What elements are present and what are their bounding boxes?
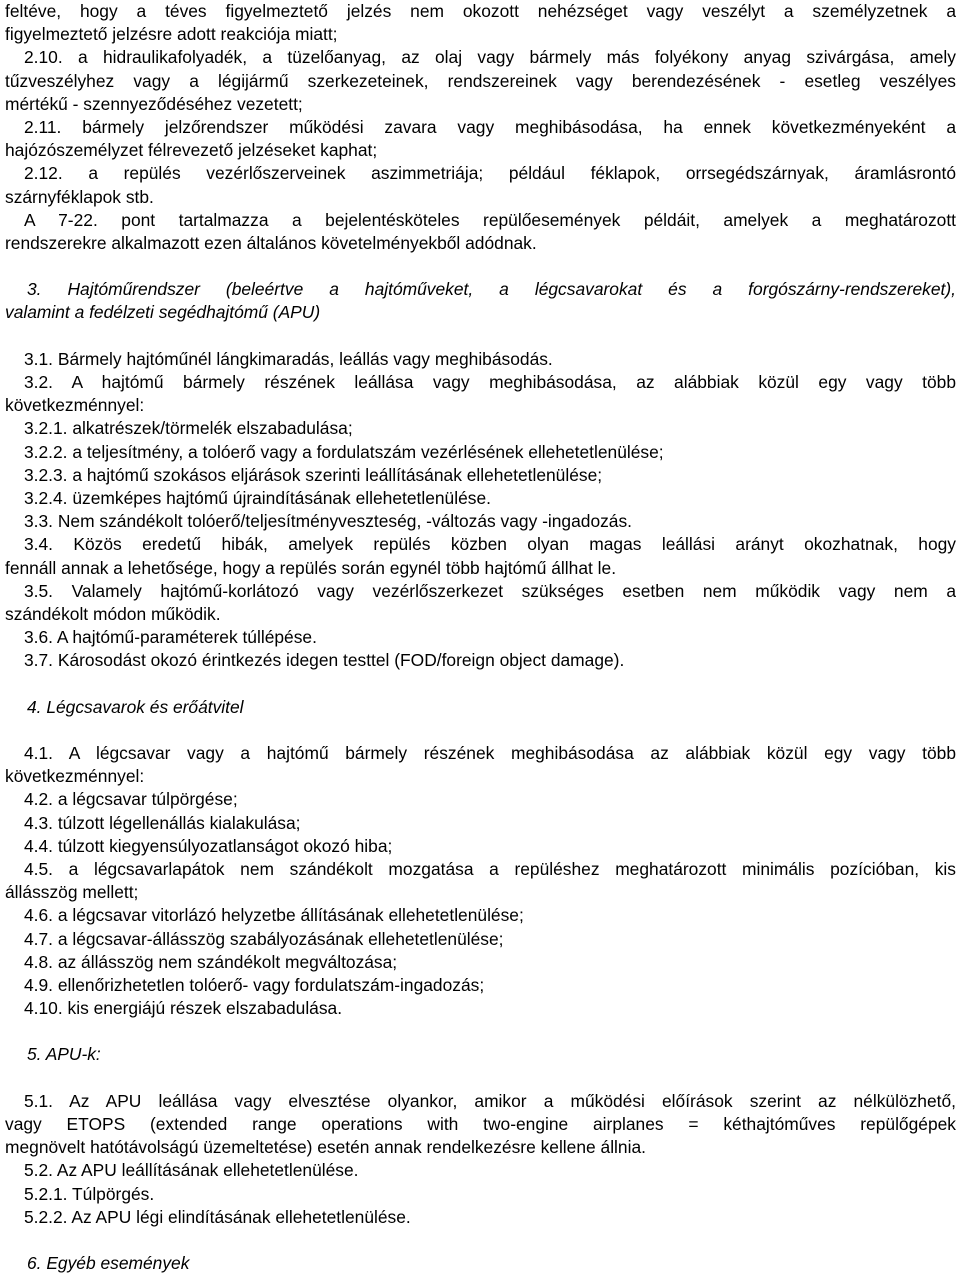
item-4-7: 4.7. a légcsavar-állásszög szabályozásának ellehetetlenülése; — [24, 928, 504, 949]
item-3-2-3: 3.2.3. a hajtómű szokásos eljárások szerinti leállításának ellehetetlenülése; — [24, 464, 603, 485]
item-3-2: 3.2. A hajtómű bármely részének leállása vagy meghibásodása, az alábbiak közül egy vagy több — [24, 372, 956, 392]
item-4-1: 4.1. A légcsavar vagy a hajtómű bármely részének meghibásodása az alábbiak közül egy vagy több — [24, 743, 956, 763]
section-heading-5: 5. APU-k: — [27, 1044, 101, 1065]
item-3-3: 3.3. Nem szándékolt tolóerő/teljesítményveszteség, -változás vagy -ingadozás. — [24, 511, 633, 532]
text-line: fennáll annak a lehetősége, hogy a repülés során egynél több hajtómű állhat le. — [5, 557, 617, 578]
text-line: állásszög mellett; — [5, 882, 139, 903]
text-line: figyelmeztető jelzésre adott reakciója miatt; — [5, 24, 338, 45]
section-heading-6: 6. Egyéb események — [27, 1253, 190, 1274]
item-4-2: 4.2. a légcsavar túlpörgése; — [24, 789, 238, 810]
text-line: szárnyféklapok stb. — [5, 186, 154, 207]
item-5-1: 5.1. Az APU leállása vagy elvesztése olyankor, amikor a működési előírások szerint az nélkülözhető, — [24, 1090, 956, 1111]
item-4-4: 4.4. túlzott kiegyensúlyozatlanságot okozó hiba; — [24, 835, 393, 856]
item-3-5: 3.5. Valamely hajtómű-korlátozó vagy vezérlőszerkezet szükséges esetben nem működik vagy nem a — [24, 580, 956, 601]
item-3-1: 3.1. Bármely hajtóműnél lángkimaradás, leállás vagy meghibásodás. — [24, 348, 553, 369]
text-line: hajózószemélyzet félrevezető jelzéseket kaphat; — [5, 140, 378, 161]
section-heading-4: 4. Légcsavarok és erőátvitel — [27, 696, 244, 717]
item-3-2-2: 3.2.2. a teljesítmény, a tolóerő vagy a fordulatszám vezérlésének ellehetetlenülése; — [24, 441, 664, 462]
blank-line — [5, 255, 956, 278]
item-4-3: 4.3. túlzott légellenállás kialakulása; — [24, 812, 301, 833]
paragraph-2-10: 2.10. a hidraulikafolyadék, a tüzelőanyag, az olaj vagy bármely más folyékony anyag szivárgása, amely — [24, 47, 956, 68]
text-line: feltéve, hogy a téves figyelmeztető jelzés nem okozott nehézséget vagy veszélyt a személyzetnek a — [5, 1, 956, 21]
document-page — [5, 0, 956, 1275]
item-3-6: 3.6. A hajtómű-paraméterek túllépése. — [24, 627, 317, 648]
item-5-2-1: 5.2.1. Túlpörgés. — [24, 1183, 155, 1204]
text-line: következménnyel: — [5, 395, 145, 416]
text-line: mértékű - szennyeződéséhez vezetett; — [5, 93, 303, 114]
item-4-6: 4.6. a légcsavar vitorlázó helyzetbe állításának ellehetetlenülése; — [24, 905, 524, 926]
item-5-2-2: 5.2.2. Az APU légi elindításának ellehetetlenülése. — [24, 1206, 411, 1227]
item-3-2-4: 3.2.4. üzemképes hajtómű újraindításának ellehetetlenülése. — [24, 487, 491, 508]
paragraph-2-12: 2.12. a repülés vezérlőszerveinek aszimmetriája; például féklapok, orrsegédszárnyak, áramlásrontó — [24, 163, 956, 184]
text-line: vagy ETOPS (extended range operations with two-engine airplanes = kéthajtóműves repülőgépek — [5, 1114, 956, 1134]
item-3-7: 3.7. Károsodást okozó érintkezés idegen testtel (FOD/foreign object damage). — [24, 650, 625, 671]
item-4-8: 4.8. az állásszög nem szándékolt megváltozása; — [24, 951, 398, 972]
section-heading-3-cont: valamint a fedélzeti segédhajtómű (APU) — [5, 302, 321, 323]
paragraph-7-22: A 7-22. pont tartalmazza a bejelentésköteles repülőesemények példáit, amelyek a meghatározott — [24, 209, 956, 230]
item-4-5: 4.5. a légcsavarlapátok nem szándékolt mozgatása a repüléshez meghatározott minimális pozícióban, kis — [24, 858, 956, 879]
item-4-10: 4.10. kis energiájú részek elszabadulása. — [24, 998, 343, 1019]
section-heading-3: 3. Hajtóműrendszer (beleértve a hajtóműveket, a légcsavarokat és a forgószárny-rendszereket), — [27, 279, 956, 300]
text-line: rendszerekre alkalmazott ezen általános követelményekből adódnak. — [5, 232, 537, 253]
blank-line — [5, 1067, 956, 1090]
paragraph-2-11: 2.11. bármely jelzőrendszer működési zavara vagy meghibásodása, ha ennek következményeként a — [24, 116, 956, 137]
text-line: megnövelt hatótávolságú üzemeltetése) esetén annak rendelkezésre kellene állnia. — [5, 1137, 646, 1158]
item-4-9: 4.9. ellenőrizhetetlen tolóerő- vagy fordulatszám-ingadozás; — [24, 974, 485, 995]
blank-line — [5, 325, 956, 348]
text-line: tűzveszélyhez vagy a légijármű szerkezeteinek, rendszereinek vagy berendezésének - esetleg veszélyes — [5, 70, 956, 91]
blank-line — [5, 1229, 956, 1252]
item-5-2: 5.2. Az APU leállításának ellehetetlenülése. — [24, 1160, 359, 1181]
text-line: szándékolt módon működik. — [5, 603, 221, 624]
blank-line — [5, 1020, 956, 1043]
text-line: következménnyel: — [5, 766, 145, 787]
blank-line — [5, 672, 956, 695]
blank-line — [5, 719, 956, 742]
item-3-4: 3.4. Közös eredetű hibák, amelyek repülés közben olyan magas leállási arányt okozhatnak, hogy — [24, 534, 956, 555]
item-3-2-1: 3.2.1. alkatrészek/törmelék elszabadulása; — [24, 418, 353, 439]
